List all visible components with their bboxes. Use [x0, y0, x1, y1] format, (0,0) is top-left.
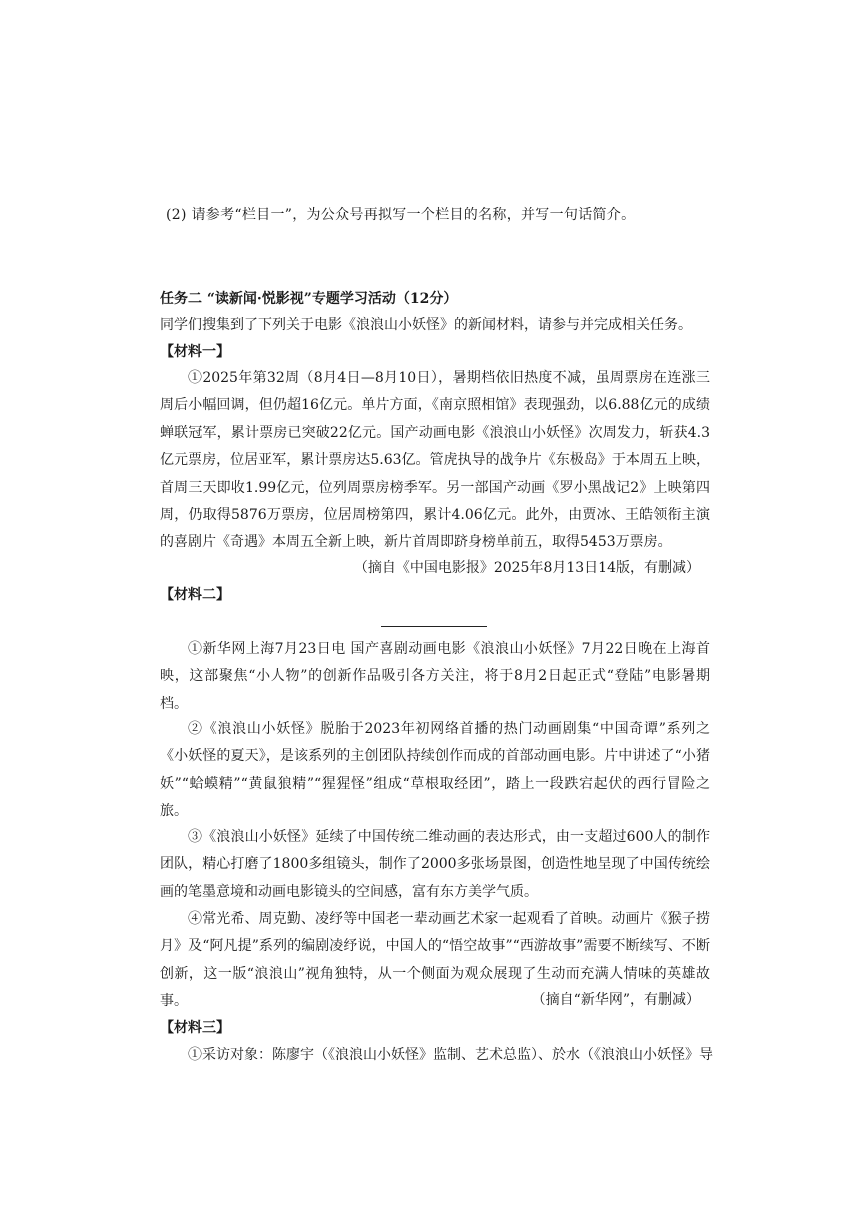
material-2-paragraph-2: ②《浪浪山小妖怪》脱胎于2023年初网络首播的热门动画剧集“中国奇谭”系列之《小妖怪的夏天》，是该系列的主创团队持续创作而成的首部动画电影。片中讲述了“小猪妖”“蛤蟆精”“黄鼠狼精”“猩猩怪”组成“草根取经团”，踏上一段跌宕起伏的西行冒险之旅。	[160, 721, 710, 820]
headline-blank-line	[381, 626, 487, 627]
material-2-paragraph-1: ①新华网上海7月23日电 国产喜剧动画电影《浪浪山小妖怪》7月22日晚在上海首映，这部聚焦“小人物”的创新作品吸引各方关注，将于8月2日起正式“登陆”电影暑期档。	[160, 641, 710, 712]
task-2-intro: 同学们搜集到了下列关于电影《浪浪山小妖怪》的新闻材料，请参与并完成相关任务。	[160, 317, 692, 333]
material-1-body: ①2025年第32周（8月4日—8月10日），暑期档依旧热度不减，虽周票房在连涨三周后小幅回调，但仍超16亿元。单片方面，《南京照相馆》表现强劲，以6.88亿元的成绩蝉联冠军，累计票房已突破22亿元。国产动画电影《浪浪山小妖怪》次周发力，斩获4.3亿元票房，位居亚军，累计票房达5.63亿。管虎执导的战争片《东极岛》于本周五上映，首周三天即收1.99亿元，位列周票房榜季军。另一部国产动画《罗小黑战记2》上映第四周，仍取得5876万票房，位居周榜第四，累计4.06亿元。此外，由贾冰、王皓领衔主演的喜剧片《奇遇》本周五全新上映，新片首周即跻身榜单前五，取得5453万票房。	[160, 370, 710, 551]
question-2: (2) 请参考“栏目一”，为公众号再拟写一个栏目的名称，并写一句话简介。	[166, 207, 636, 223]
material-3-first-line: ①采访对象：陈廖宇（《浪浪山小妖怪》监制、艺术总监）、於水（《浪浪山小妖怪》导	[188, 1047, 713, 1063]
material-2-paragraph-4: ④常光希、周克勤、凌纾等中国老一辈动画艺术家一起观看了首映。动画片《猴子捞月》及“阿凡提”系列的编剧凌纾说，中国人的“悟空故事”“西游故事”需要不断续写、不断创新，这一版“浪浪山”视角独特，从一个侧面为观众展现了生动而充满人情味的英雄故事。	[160, 911, 710, 1010]
material-2-heading: 【材料二】	[160, 587, 230, 603]
material-1-heading: 【材料一】	[160, 344, 230, 360]
material-3-heading: 【材料三】	[160, 1020, 230, 1036]
task-2-title: 任务二 “读新闻·悦影视”专题学习活动（12分）	[160, 291, 458, 307]
material-2-source: （摘自“新华网”，有删减）	[531, 992, 700, 1008]
material-1-source: （摘自《中国电影报》2025年8月13日14版，有删减）	[353, 560, 700, 576]
material-2-paragraph-3: ③《浪浪山小妖怪》延续了中国传统二维动画的表达形式，由一支超过600人的制作团队，精心打磨了1800多组镜头，制作了2000多张场景图，创造性地呈现了中国传统绘画的笔墨意境和动画电影镜头的空间感，富有东方美学气质。	[160, 829, 710, 900]
